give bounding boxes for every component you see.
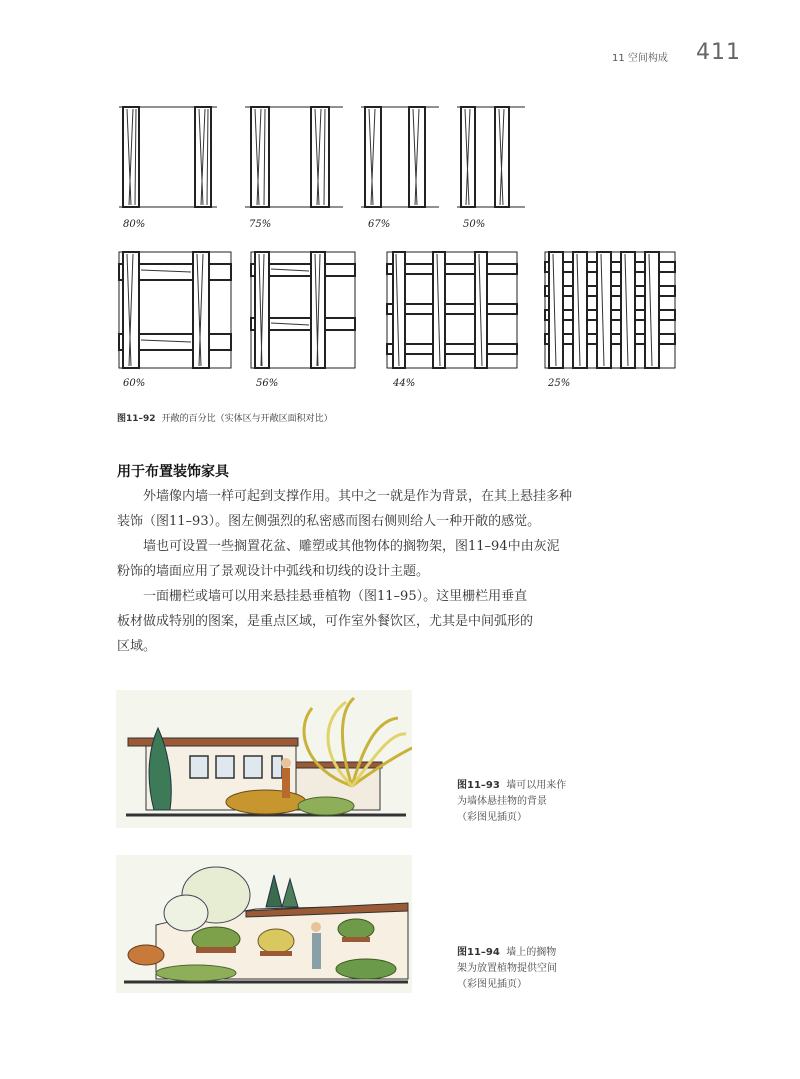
paragraph-line: 装饰（图11–93）。图左侧强烈的私密感而图右侧则给人一种开敞的感觉。 [117, 514, 541, 529]
pattern-label: 75% [249, 219, 272, 230]
paragraph-line: 区域。 [117, 639, 157, 654]
paragraph-line: 一面栅栏或墙可以用来悬挂悬垂植物（图11–95）。这里栅栏用垂直 [143, 589, 528, 604]
pattern-label: 25% [548, 378, 571, 389]
pattern-75-percent [243, 103, 345, 213]
wall-backdrop-illustration [116, 690, 412, 828]
section-heading: 用于布置装饰家具 [117, 464, 229, 480]
pattern-80-percent [117, 103, 219, 213]
running-header-chapter: 11 空间构成 [612, 53, 668, 64]
caption-line: 架为放置植物提供空间 [457, 963, 557, 974]
figure-caption-text: 开敞的百分比（实体区与开敞区面积对比） [161, 414, 333, 424]
pattern-56-percent [249, 248, 359, 372]
pattern-44-percent [385, 248, 521, 372]
paragraph-line: 板材做成特别的图案，是重点区域，可作室外餐饮区，尤其是中间弧形的 [117, 614, 534, 629]
caption-line: 墙上的搁物 [506, 947, 557, 958]
caption-line: 为墙体悬挂物的背景 [457, 796, 547, 807]
pattern-label: 80% [123, 219, 146, 230]
caption-line: （彩图见插页） [457, 812, 527, 823]
figure-number: 图11–93 [457, 780, 500, 791]
paragraph [117, 534, 579, 559]
pattern-67-percent [359, 103, 441, 213]
paragraph-line: 粉饰的墙面应用了景观设计中弧线和切线的设计主题。 [117, 564, 430, 579]
paragraph-line: 墙也可设置一些搁置花盆、雕塑或其他物体的搁物架，图11–94中由灰泥 [143, 539, 560, 554]
paragraph [117, 584, 579, 609]
caption-line: 墙可以用来作 [506, 780, 567, 791]
pattern-60-percent [117, 248, 235, 372]
page-number: 411 [696, 40, 741, 65]
paragraph-continued [117, 509, 579, 534]
pattern-label: 50% [463, 219, 486, 230]
figure-number: 图11–92 [117, 414, 156, 424]
paragraph-continued [117, 609, 579, 659]
pattern-label: 56% [256, 378, 279, 389]
paragraph-continued [117, 559, 579, 584]
pattern-25-percent [543, 248, 679, 372]
figure-caption [457, 945, 557, 993]
pattern-50-percent [455, 103, 527, 213]
figure-caption [457, 778, 566, 826]
figure-number: 图11–94 [457, 947, 500, 958]
pattern-label: 60% [123, 378, 146, 389]
pattern-label: 44% [393, 378, 416, 389]
pattern-label: 67% [368, 219, 391, 230]
caption-line: （彩图见插页） [457, 979, 527, 990]
figure-caption [117, 411, 333, 424]
paragraph [117, 484, 579, 509]
wall-shelf-illustration [116, 855, 412, 993]
paragraph-line: 外墙像内墙一样可起到支撑作用。其中之一就是作为背景，在其上悬挂多种 [143, 489, 573, 504]
